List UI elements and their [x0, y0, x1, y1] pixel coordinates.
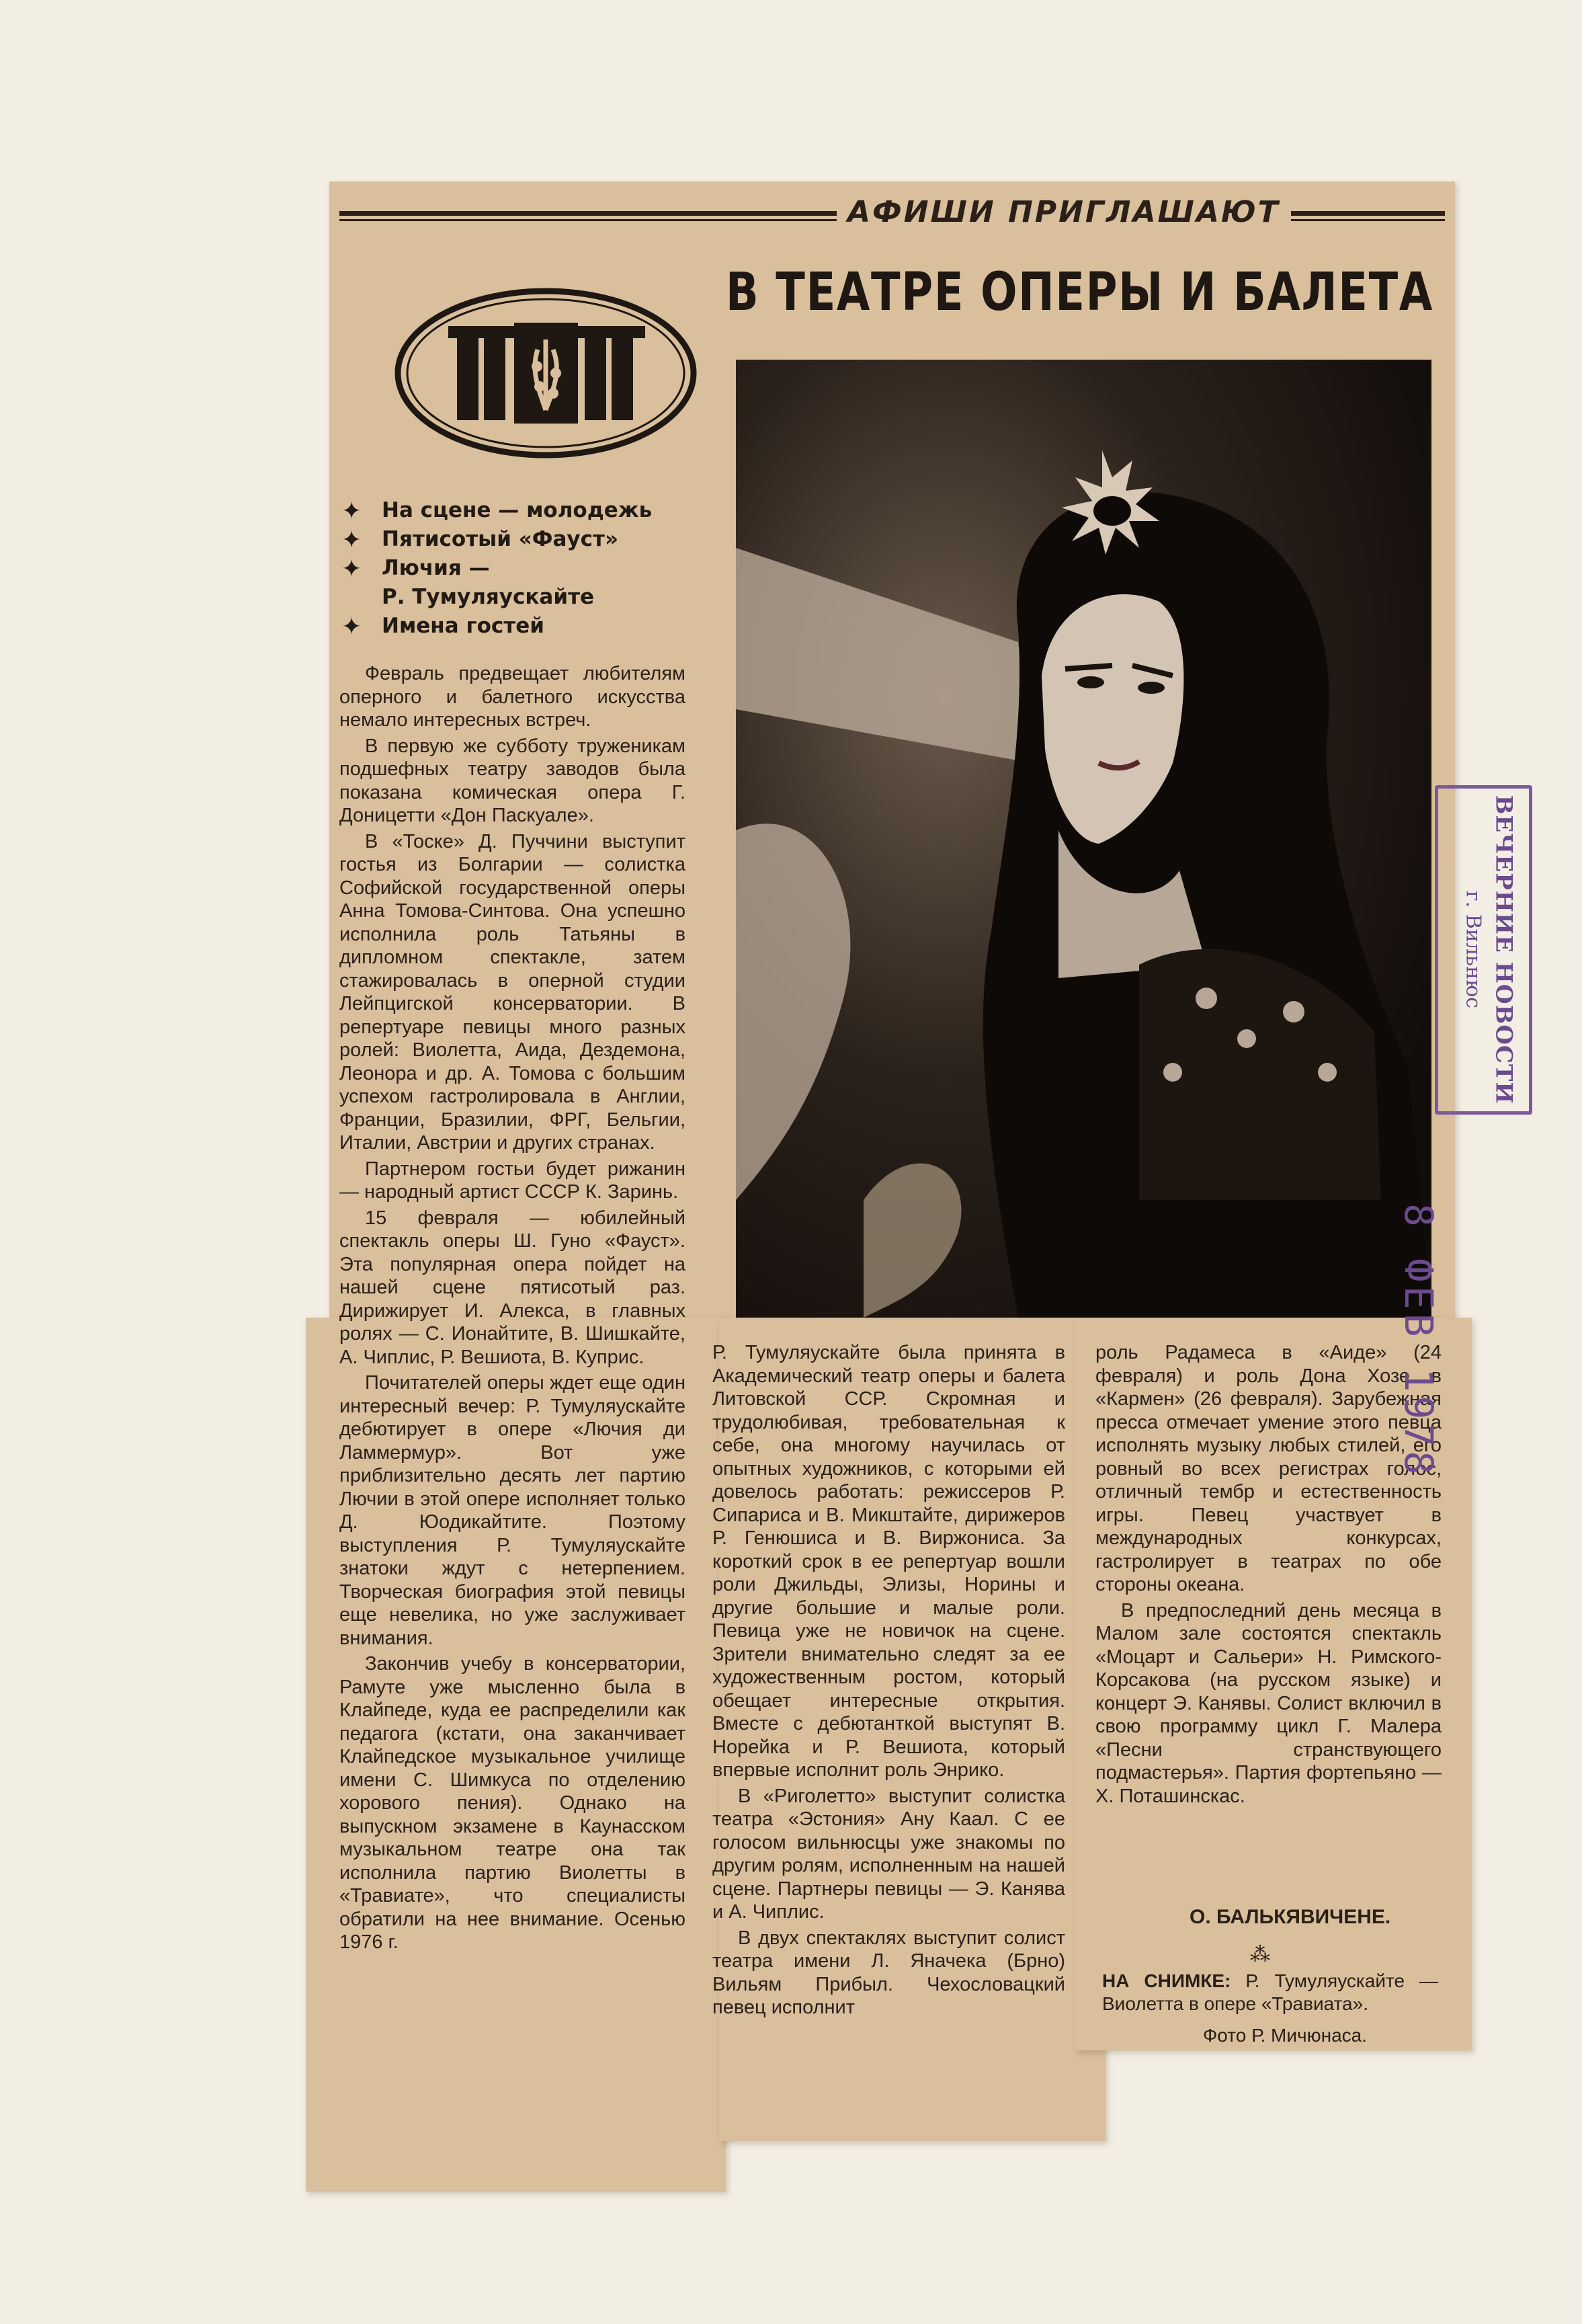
author-byline: О. БАЛЬКЯВИЧЕНЕ. — [1190, 1906, 1391, 1928]
paragraph: Февраль предвещает любителям оперного и балетного искусства немало интересных встреч. — [339, 663, 685, 731]
article-column-3 — [1095, 1341, 1442, 1810]
paragraph: 15 февраля — юбилейный спектакль оперы Ш. Гуно «Фауст». Эта популярная опера пойдет на нашей сцене пятисотый раз. Дирижирует И. Алекса, в главных ролях — С. Ионайтите, В. Шишкайте, А. Чиплис, Р. Вешиота, В. Куприс. — [339, 1207, 685, 1368]
caption-label: НА СНИМКЕ: — [1102, 1970, 1231, 1991]
paragraph: В двух спектаклях выступит солист театра имени Л. Яначека (Брно) Вильям Прибыл. Чехословацкий певец исполнит — [712, 1927, 1065, 2018]
stamp-city: г. Вильнюс — [1461, 890, 1485, 1009]
paragraph: роль Радамеса в «Аиде» (24 февраля) и роль Дона Хозе в «Кармен» (26 февраля). Зарубежная пресса отмечает умение этого певца исполнять музыку любых стилей, его ровный во всех регистрах голос, отличный тембр и естественность игры. Певец участвует в международных конкурсах, гастролирует в театрах по обе стороны океана. — [1095, 1342, 1442, 1595]
date-stamp: 8 ФЕВ 1978 — [1396, 1203, 1442, 1479]
headline: В ТЕАТРЕ ОПЕРЫ И БАЛЕТА — [726, 262, 1434, 323]
star-bullet-icon: ✦ — [341, 613, 362, 641]
photo-credit: Фото Р. Мичюнаса. — [1203, 2025, 1367, 2046]
teaser-list — [341, 496, 704, 641]
teaser-item: ✦ На сцене — молодежь — [341, 497, 653, 525]
paragraph: Партнером гостьи будет рижанин — народный артист СССР К. Заринь. — [339, 1158, 685, 1203]
article-column-2 — [712, 1341, 1065, 2022]
star-bullet-icon: ✦ — [341, 555, 362, 583]
paragraph: Р. Тумуляускайте была принята в Академический театр оперы и балета Литовской ССР. Скромная и трудолюбивая, требовательная к себе, она многому научилась от опытных художников, с которыми ей довелось работать: режиссеров Р. Сипариса и В. Микштайте, дирижеров Р. Генюшиса и В. Виржониса. За короткий срок в ее репертуар вошли роли Джильды, Элизы, Норины и другие большие и малые роли. Певица уже не новичок на сцене. Зрители внимательно следят за ее художественным ростом, который обещает интересные открытия. Вместе с дебютанткой выступят В. Норейка и Р. Вешиота, который впервые исполнит роль Энрико. — [712, 1342, 1065, 1781]
paragraph: Почитателей оперы ждет еще один интересный вечер: Р. Тумуляускайте дебютирует в опере «Лючия ди Ламмермур». Вот уже приблизительно десять лет партию Лючии в этой опере исполняет только Д. Юодикайтите. Поэтому выступления Р. Тумуляускайте знатоки ждут с нетерпением. Творческая биография этой певицы еще невелика, но уже заслуживает внимания. — [339, 1372, 685, 1649]
archive-stamp — [1435, 785, 1532, 1115]
rubric-title: АФИШИ ПРИГЛАШАЮТ — [837, 195, 1291, 229]
caption-text: Р. Тумуляускайте — Виолетта в опере «Травиата». — [1102, 1970, 1439, 2014]
stamp-newspaper: ВЕЧЕРНИЕ НОВОСТИ — [1490, 795, 1517, 1105]
star-bullet-icon: ✦ — [341, 497, 362, 525]
teaser-item: ✦ Имена гостей — [341, 613, 545, 641]
teaser-item: ✦ Пятисотый «Фауст» — [341, 526, 618, 554]
teaser-item: ✦ Лючия — — [341, 555, 490, 583]
paragraph: В «Риголетто» выступит солистка театра «Эстония» Ану Каал. С ее голосом вильнюсцы уже знакомы по другим ролям, исполненным на нашей сцене. Партнеры певицы — Э. Канява и А. Чиплис. — [712, 1785, 1065, 1923]
rubric-bar — [339, 195, 1445, 235]
separator: ⁂ — [1250, 1943, 1270, 1966]
photo-singer — [736, 360, 1431, 1318]
article-column-1 — [339, 662, 685, 1957]
star-bullet-icon: ✦ — [341, 526, 362, 554]
photo-caption — [1102, 1970, 1438, 2015]
paragraph: В предпоследний день месяца в Малом зале состоятся спектакль «Моцарт и Сальери» Н. Римского-Корсакова (на русском языке) и концерт Э. Канявы. Солист включил в свою программу цикл Г. Малера «Песни странствующего подмастерья». Партия фортепьяно — Х. Поташинскас. — [1095, 1599, 1442, 1807]
paragraph: В первую же субботу труженикам подшефных театру заводов была показана комическая опера Г. Доницетти «Дон Паскуале». — [339, 735, 685, 826]
theater-logo-icon — [393, 286, 699, 460]
paragraph: В «Тоске» Д. Пуччини выступит гостья из Болгарии — солистка Софийской государственной оперы Анна Томова-Синтова. Она успешно исполнила роль Татьяны в дипломном спектакле, затем стажировалась в оперной студии Лейпцигской консерватории. В репертуаре певицы много разных ролей: Виолетта, Аида, Дездемона, Леонора и др. А. Томова с большим успехом гастролировала в Англии, Франции, Бразилии, ФРГ, Бельгии, Италии, Австрии и других странах. — [339, 830, 685, 1154]
teaser-item: Р. Тумуляускайте — [382, 585, 595, 609]
paragraph: Закончив учебу в консерватории, Рамуте уже мысленно была в Клайпеде, куда ее распределили как педагога (кстати, она заканчивает Клайпедское музыкальное училище имени С. Шимкуса по отделению хорового пения). Однако на выпускном экзамене в Каунасском музыкальном театре она так исполнила партию Виолетты в «Травиате», что специалисты обратили на нее внимание. Осенью 1976 г. — [339, 1653, 685, 1953]
